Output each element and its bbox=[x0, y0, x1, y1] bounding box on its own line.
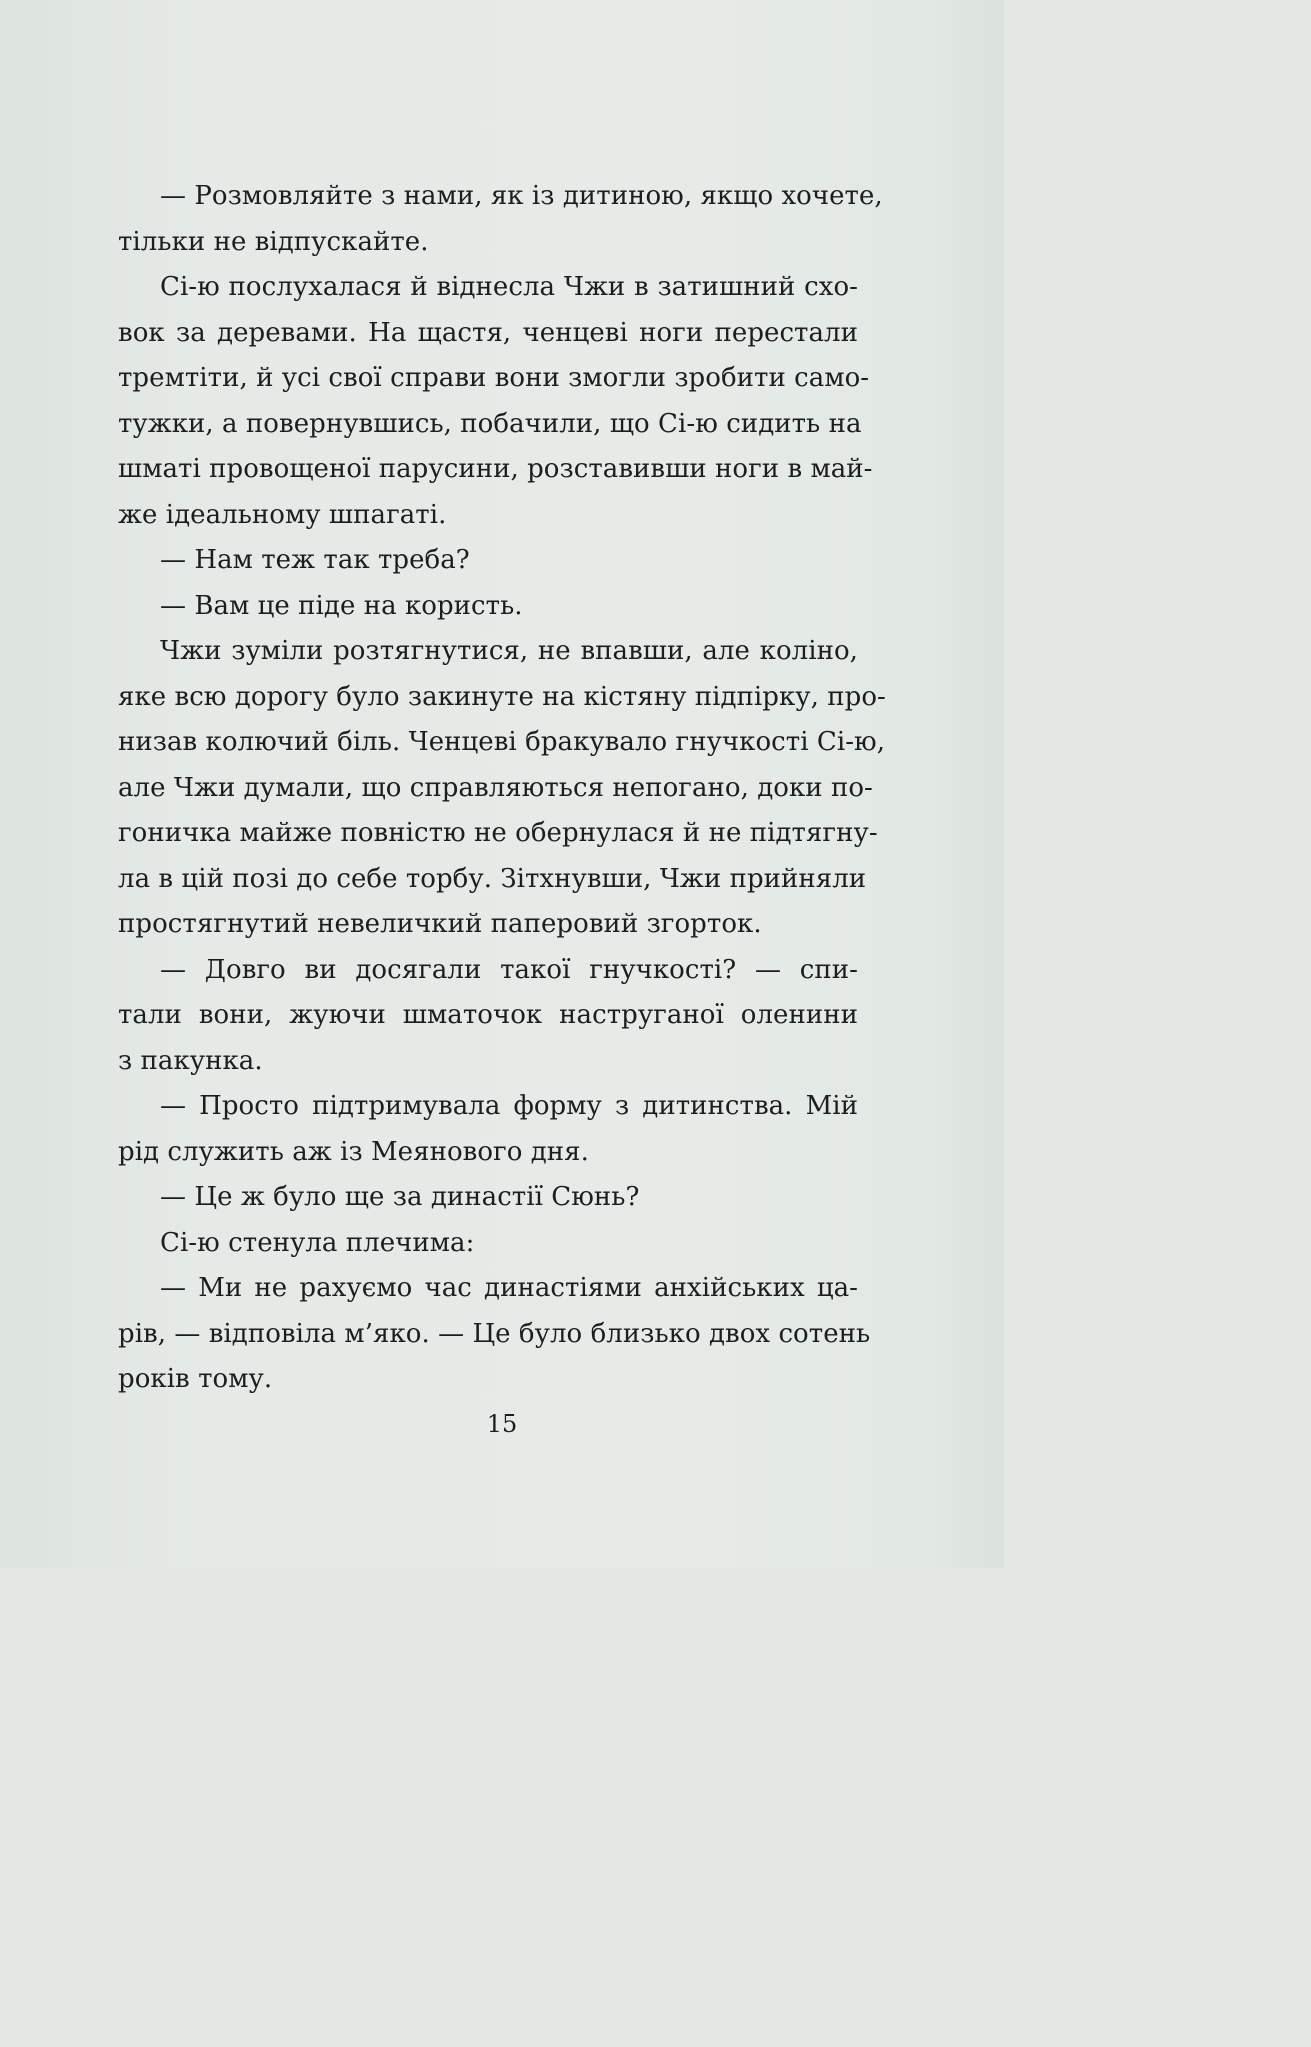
text-line: — Нам теж так треба? bbox=[160, 545, 470, 575]
text-line: гоничка майже повністю не обернулася й не підтягну- bbox=[118, 818, 878, 848]
text-line: Сі-ю стенула плечима: bbox=[160, 1227, 475, 1258]
text-line: вок за деревами. На щастя, ченцеві ноги перестали bbox=[118, 317, 858, 348]
text-line: простягнутий невеличкий паперовий згорток. bbox=[118, 909, 762, 939]
text-line: — Довго ви досягали такої гнучкості? — спи- bbox=[160, 954, 858, 985]
text-line: років тому. bbox=[118, 1364, 273, 1394]
text-line: шматі провощеної парусини, розставивши ноги в май- bbox=[118, 454, 873, 484]
text-line: — Просто підтримувала форму з дитинства. Мій bbox=[160, 1091, 858, 1121]
text-line: — Вам це піде на користь. bbox=[160, 590, 523, 621]
text-line: тільки не відпускайте. bbox=[118, 226, 429, 257]
text-line: — Розмовляйте з нами, як із дитиною, якщо хочете, bbox=[160, 181, 883, 211]
text-line: рід служить аж із Меянового дня. bbox=[118, 1136, 589, 1167]
text-line: же ідеальному шпагаті. bbox=[118, 499, 447, 530]
text-line: тали вони, жуючи шматочок наструганої оленини bbox=[118, 1000, 858, 1030]
text-line: — Це ж було ще за династії Сюнь? bbox=[160, 1182, 640, 1212]
text-line: Сі-ю послухалася й віднесла Чжи в затишний схо- bbox=[160, 272, 858, 302]
text-line: низав колючий біль. Ченцеві бракувало гнучкості Сі-ю, bbox=[118, 727, 886, 757]
text-line: рів, — відповіла м’яко. — Це було близько двох сотень bbox=[118, 1318, 871, 1349]
text-line: тремтіти, й усі свої справи вони змогли зробити само- bbox=[118, 363, 870, 393]
body-text bbox=[118, 174, 886, 1403]
text-line: але Чжи думали, що справляються непогано, доки по- bbox=[118, 772, 873, 803]
text-line: — Ми не рахуємо час династіями анхійських ца- bbox=[160, 1273, 858, 1303]
text-line: яке всю дорогу було закинуте на кістяну підпірку, про- bbox=[118, 681, 886, 712]
text-line: ла в цій позі до себе торбу. Зітхнувши, Чжи прийняли bbox=[118, 863, 867, 894]
text-line: з пакунка. bbox=[118, 1045, 263, 1076]
text-line: Чжи зуміли розтягнутися, не впавши, але коліно, bbox=[160, 636, 858, 666]
page-number: 15 bbox=[486, 1410, 518, 1438]
text-line: тужки, а повернувшись, побачили, що Сі-ю сидить на bbox=[118, 408, 862, 439]
